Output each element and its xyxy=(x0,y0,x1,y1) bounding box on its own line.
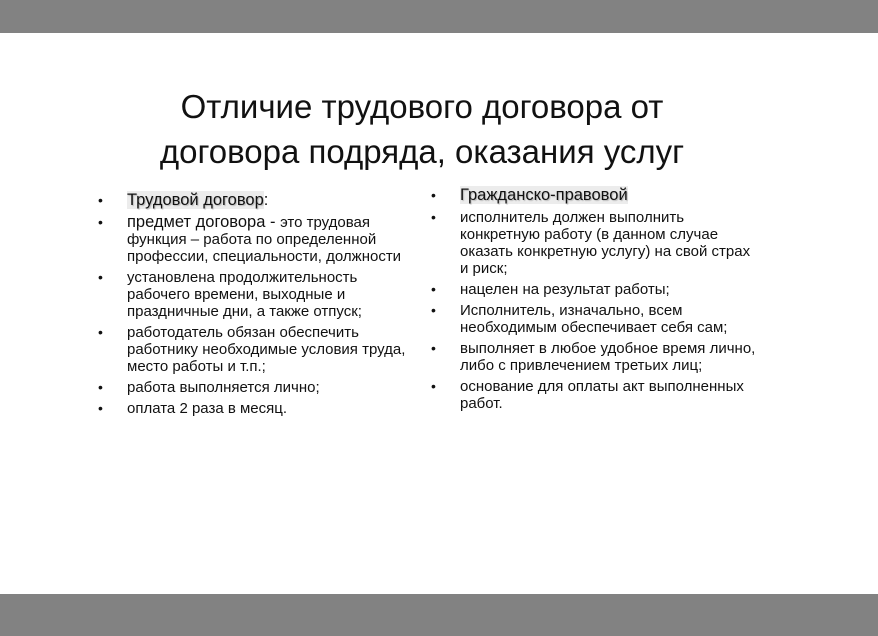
item-text: нацелен на результат работы; xyxy=(460,281,670,298)
bullet-icon: • xyxy=(431,340,436,356)
heading-labor-contract: Трудовой договор xyxy=(127,191,264,209)
heading-suffix: : xyxy=(263,191,269,209)
item-lead: предмет договора - xyxy=(127,213,281,231)
list-item xyxy=(431,281,760,298)
slide-title: Отличие трудового договора от договора подряда, оказания услуг xyxy=(159,88,685,170)
list-item xyxy=(98,269,407,320)
item-text: установлена продолжительность рабочего времени, выходные и праздничные дни, а также отпуск; xyxy=(127,269,362,320)
bullet-icon: • xyxy=(431,302,436,318)
bullet-icon: • xyxy=(98,324,103,340)
item-text: выполняет в любое удобное время лично, либо с привлечением третьих лиц; xyxy=(460,340,756,374)
bullet-icon: • xyxy=(98,269,103,285)
heading-civil-contract: Гражданско-правовой xyxy=(460,186,628,204)
list-item xyxy=(98,191,407,210)
list-item xyxy=(431,378,760,412)
bullet-icon: • xyxy=(98,400,103,416)
list-item xyxy=(431,186,760,205)
bullet-icon: • xyxy=(98,214,103,230)
bullet-icon: • xyxy=(431,378,436,394)
list-item xyxy=(431,209,760,277)
left-column-list xyxy=(98,191,407,421)
item-text: основание для оплаты акт выполненных работ. xyxy=(460,378,744,412)
list-item xyxy=(431,340,760,374)
bullet-icon: • xyxy=(431,281,436,297)
item-text: исполнитель должен выполнить конкретную работу (в данном случае оказать конкретную услугу) на свой страх и риск; xyxy=(460,209,751,277)
list-item xyxy=(431,302,760,336)
bullet-icon: • xyxy=(431,209,436,225)
item-text: оплата 2 раза в месяц. xyxy=(127,400,288,417)
item-text: работа выполняется лично; xyxy=(127,379,320,396)
list-item xyxy=(98,400,407,417)
bullet-icon: • xyxy=(431,187,436,203)
list-item xyxy=(98,379,407,396)
item-text: это трудовая функция – работа по определенной профессии, специальности, должности xyxy=(127,214,402,265)
bullet-icon: • xyxy=(98,379,103,395)
item-text: работодатель обязан обеспечить работнику необходимые условия труда, место работы и т.п.; xyxy=(127,324,406,375)
bullet-icon: • xyxy=(98,192,103,208)
list-item xyxy=(98,213,407,265)
item-text: Исполнитель, изначально, всем необходимым обеспечивает себя сам; xyxy=(460,302,728,336)
right-column-list xyxy=(431,186,760,416)
list-item xyxy=(98,324,407,375)
